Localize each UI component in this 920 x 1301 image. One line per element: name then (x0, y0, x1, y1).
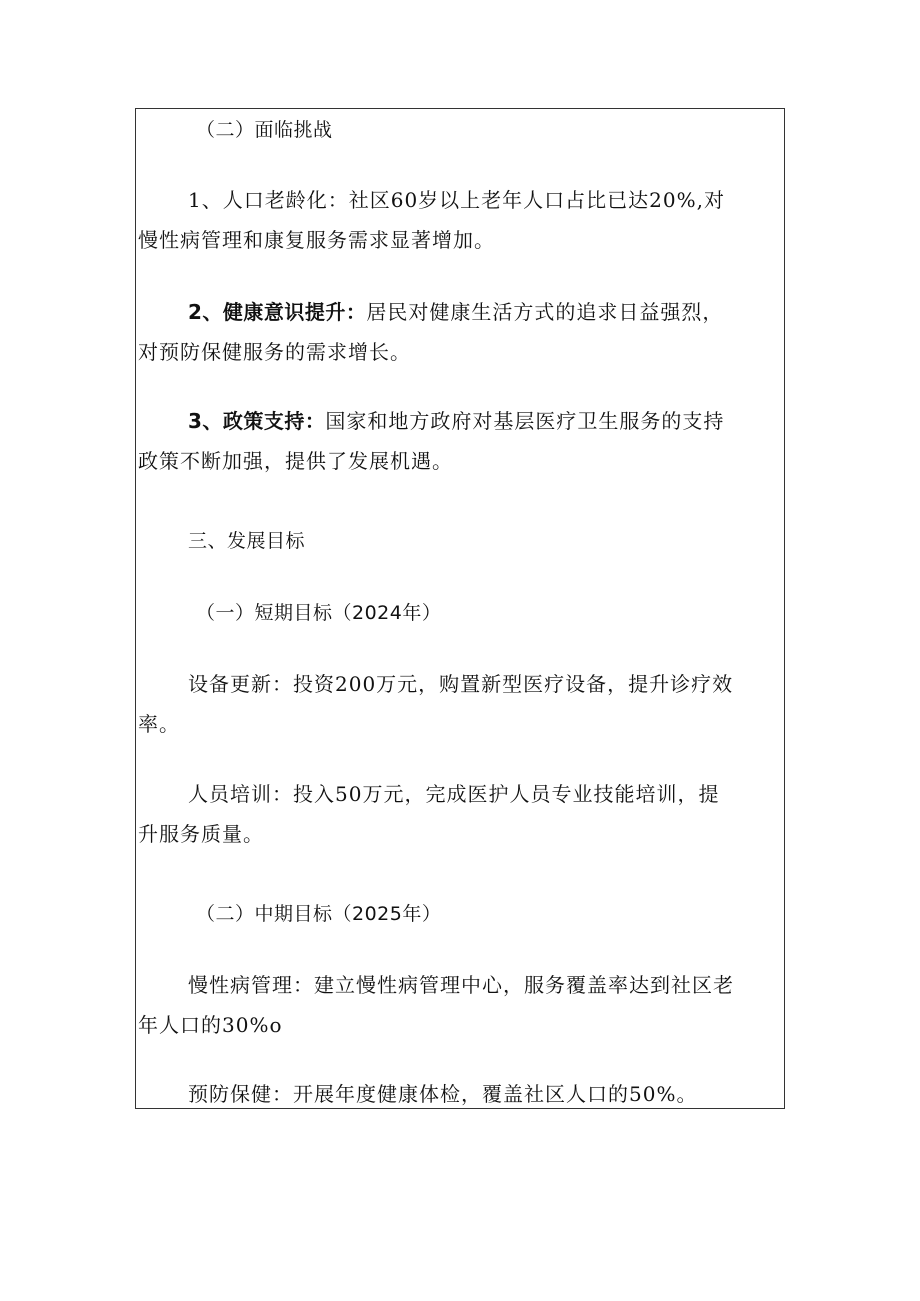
challenge-3-label: 3、政策支持： (188, 409, 326, 433)
challenge-2-label: 2、健康意识提升： (188, 300, 367, 324)
short-term-heading: （一）短期目标（2024年） (196, 602, 442, 624)
challenge-3-text: 国家和地方政府对基层医疗卫生服务的支持 (325, 409, 725, 433)
challenge-3-line-1 (188, 409, 724, 433)
challenge-2-line-1 (188, 300, 723, 324)
mid-term-heading: （二）中期目标（2025年） (196, 903, 442, 925)
mid-term-item-2-line-1: 预防保健：开展年度健康体检，覆盖社区人口的50%。 (188, 1082, 698, 1106)
challenge-2-text: 居民对健康生活方式的追求日益强烈， (366, 300, 724, 324)
challenge-1-text: 社区60岁以上老年人口占比已达20%,对 (348, 188, 725, 212)
short-term-item-1-line-1: 设备更新：投资200万元，购置新型医疗设备，提升诊疗效 (188, 672, 734, 696)
mid-term-item-1-line-2: 年人口的30%o (138, 1013, 283, 1037)
challenge-3-line-2: 政策不断加强，提供了发展机遇。 (138, 449, 453, 473)
mid-term-item-1-line-1: 慢性病管理：建立慢性病管理中心，服务覆盖率达到社区老 (188, 973, 734, 997)
challenge-1-line-2: 慢性病管理和康复服务需求显著增加。 (138, 228, 495, 252)
goals-heading: 三、发展目标 (188, 530, 306, 552)
short-term-item-2-line-1: 人员培训：投入50万元，完成医护人员专业技能培训，提 (188, 782, 720, 806)
short-term-item-2-line-2: 升服务质量。 (138, 822, 264, 846)
challenge-1-label: 1、人口老龄化： (188, 188, 349, 212)
short-term-item-1-line-2: 率。 (138, 712, 180, 736)
challenge-1-line-1 (188, 188, 725, 212)
challenges-heading: （二）面临挑战 (196, 119, 333, 141)
challenge-2-line-2: 对预防保健服务的需求增长。 (138, 340, 411, 364)
